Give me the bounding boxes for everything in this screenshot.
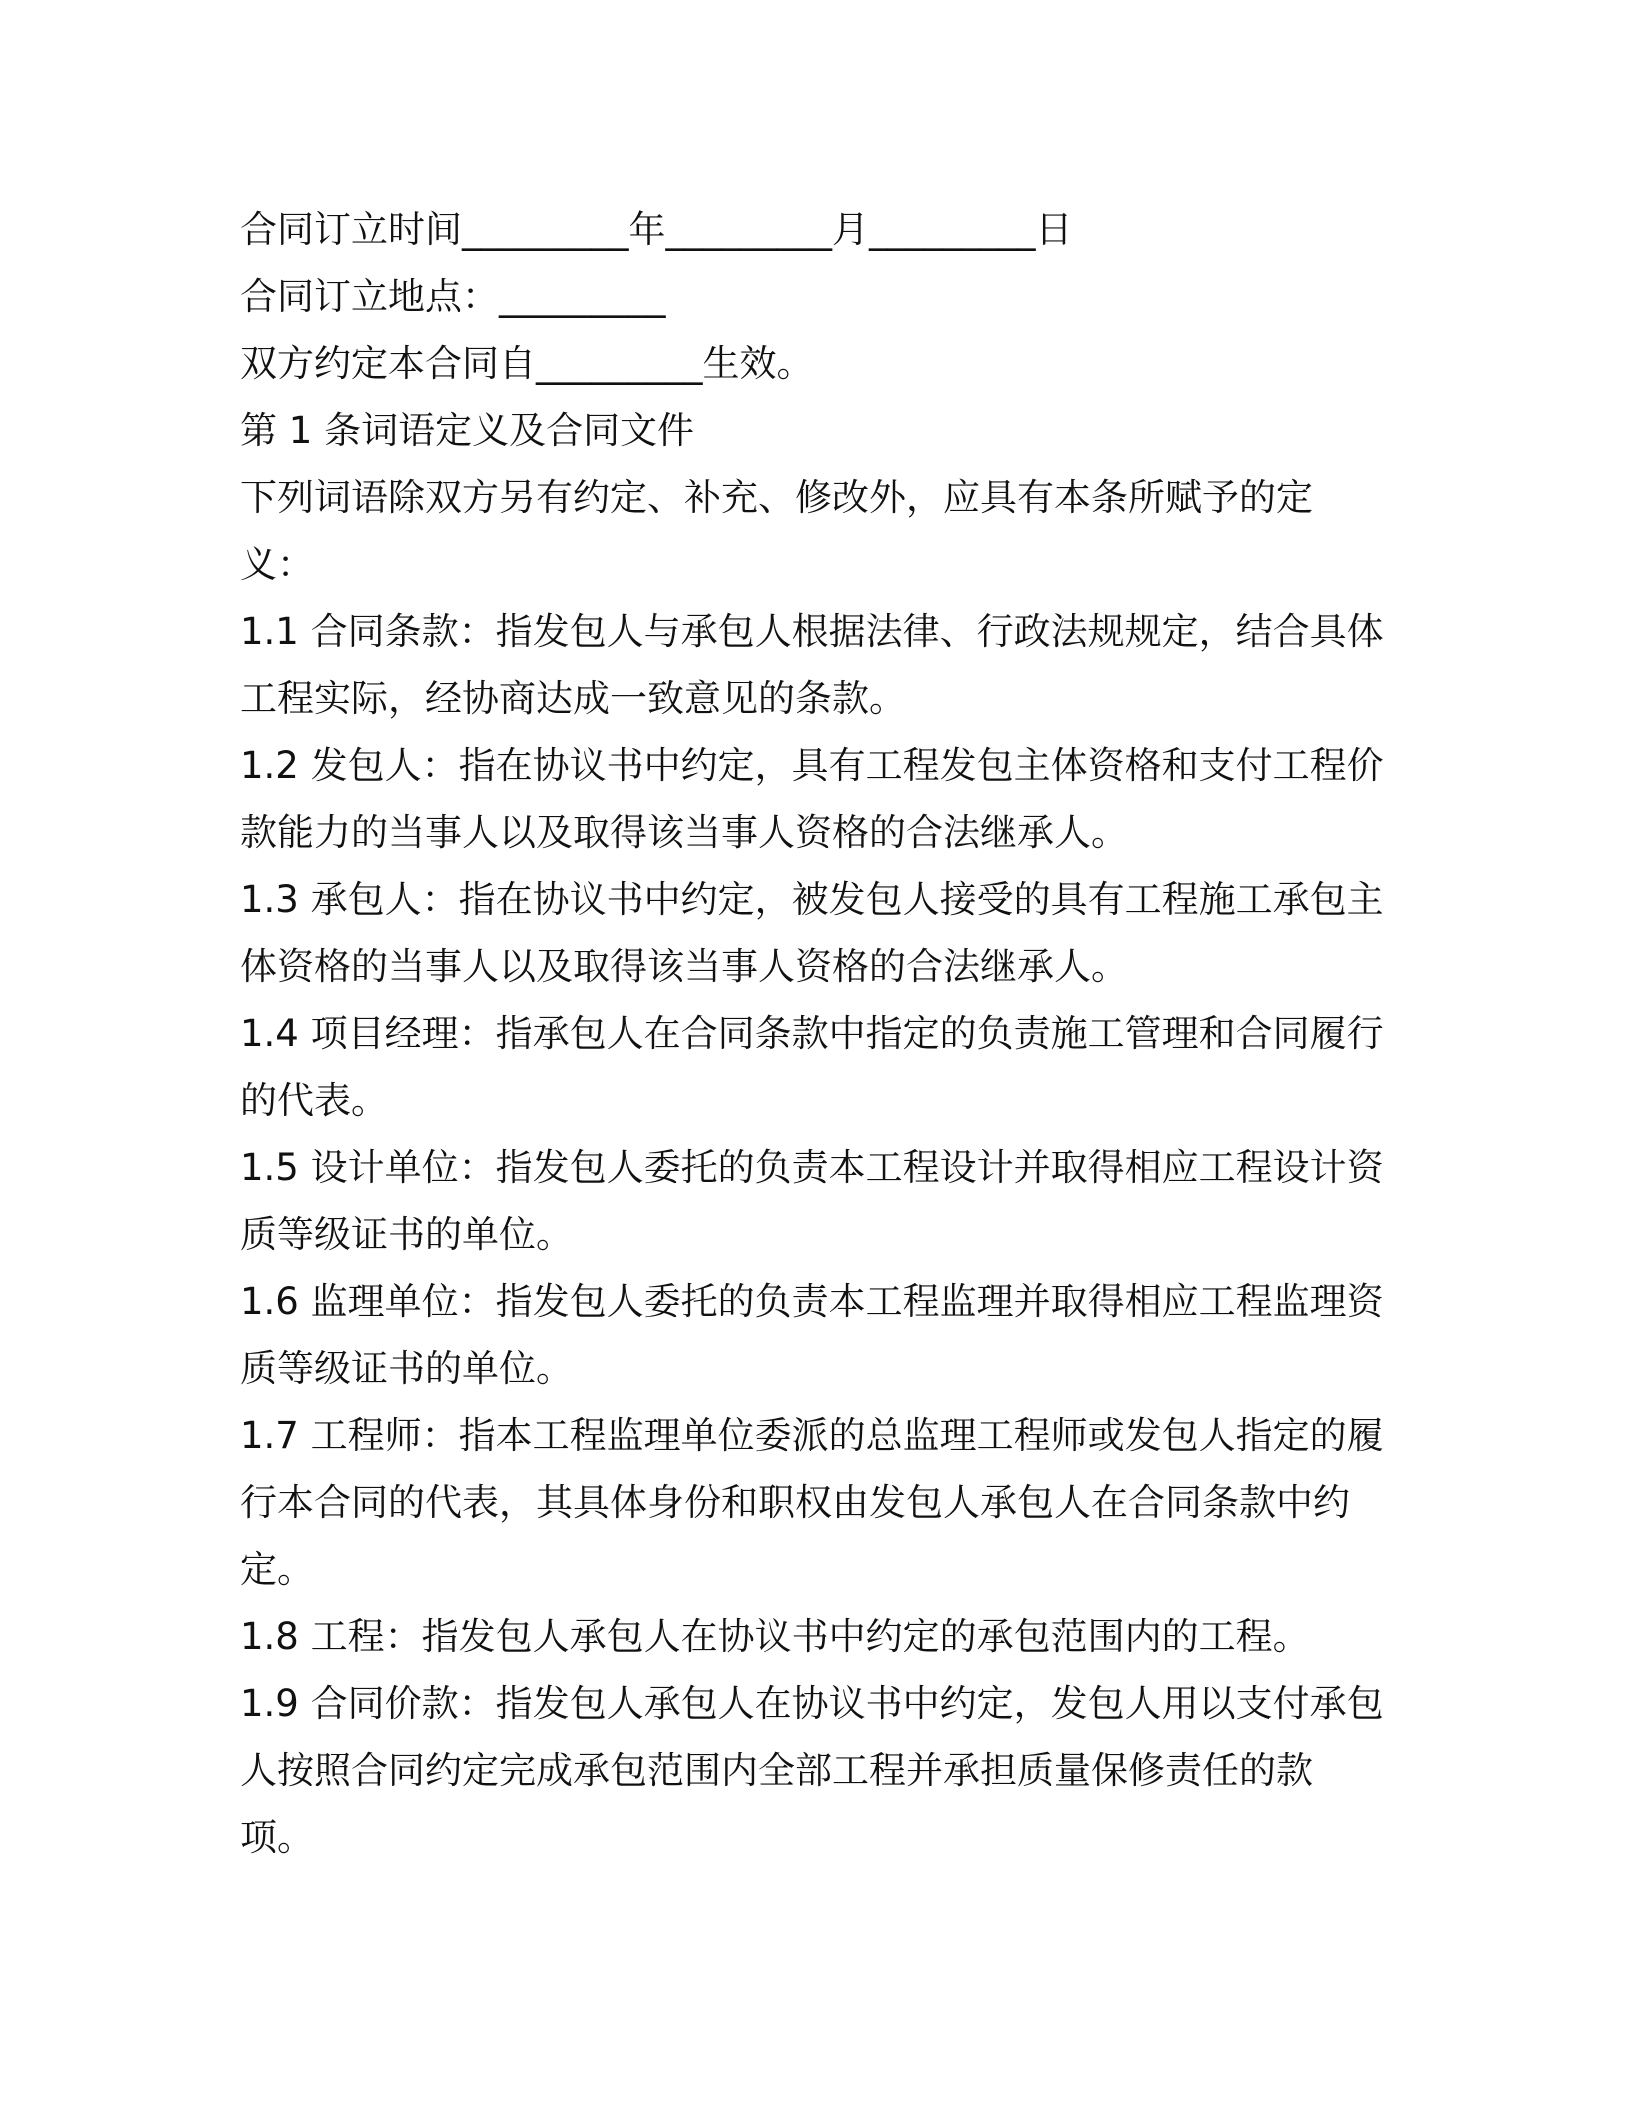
clause-1-9-line-3: 项。 [240, 1816, 314, 1859]
clause-1-6-line-1: 1.6 监理单位：指发包人委托的负责本工程监理并取得相应工程监理资 [240, 1280, 1384, 1323]
signing-place-line: 合同订立地点：_________ [240, 275, 666, 318]
clause-1-1-line-1: 1.1 合同条款：指发包人与承包人根据法律、行政法规规定，结合具体 [240, 610, 1384, 653]
article-1-heading: 第 1 条词语定义及合同文件 [240, 409, 695, 452]
clause-1-9-line-2: 人按照合同约定完成承包范围内全部工程并承担质量保修责任的款 [240, 1749, 1313, 1792]
clause-1-5-line-1: 1.5 设计单位：指发包人委托的负责本工程设计并取得相应工程设计资 [240, 1146, 1384, 1189]
clause-1-7-line-3: 定。 [240, 1548, 314, 1591]
clause-1-8-line-1: 1.8 工程：指发包人承包人在协议书中约定的承包范围内的工程。 [240, 1615, 1310, 1658]
clause-1-2-line-2: 款能力的当事人以及取得该当事人资格的合法继承人。 [240, 811, 1128, 854]
clause-1-9-line-1: 1.9 合同价款：指发包人承包人在协议书中约定，发包人用以支付承包 [240, 1682, 1384, 1725]
article-intro-line-1: 下列词语除双方另有约定、补充、修改外，应具有本条所赋予的定 [240, 476, 1313, 519]
document-page [240, 196, 1400, 1871]
clause-1-4-line-2: 的代表。 [240, 1079, 388, 1122]
clause-1-3-line-2: 体资格的当事人以及取得该当事人资格的合法继承人。 [240, 945, 1128, 988]
signing-date-line: 合同订立时间_________年_________月_________日 [240, 208, 1073, 251]
clause-1-6-line-2: 质等级证书的单位。 [240, 1347, 573, 1390]
effective-date-line: 双方约定本合同自_________生效。 [240, 342, 814, 385]
clause-1-4-line-1: 1.4 项目经理：指承包人在合同条款中指定的负责施工管理和合同履行 [240, 1012, 1384, 1055]
article-intro-line-2: 义： [240, 543, 314, 586]
clause-1-3-line-1: 1.3 承包人：指在协议书中约定，被发包人接受的具有工程施工承包主 [240, 878, 1384, 921]
clause-1-7-line-2: 行本合同的代表，其具体身份和职权由发包人承包人在合同条款中约 [240, 1481, 1350, 1524]
clause-1-7-line-1: 1.7 工程师：指本工程监理单位委派的总监理工程师或发包人指定的履 [240, 1414, 1384, 1457]
clause-1-5-line-2: 质等级证书的单位。 [240, 1213, 573, 1256]
clause-1-2-line-1: 1.2 发包人：指在协议书中约定，具有工程发包主体资格和支付工程价 [240, 744, 1384, 787]
clause-1-1-line-2: 工程实际，经协商达成一致意见的条款。 [240, 677, 906, 720]
